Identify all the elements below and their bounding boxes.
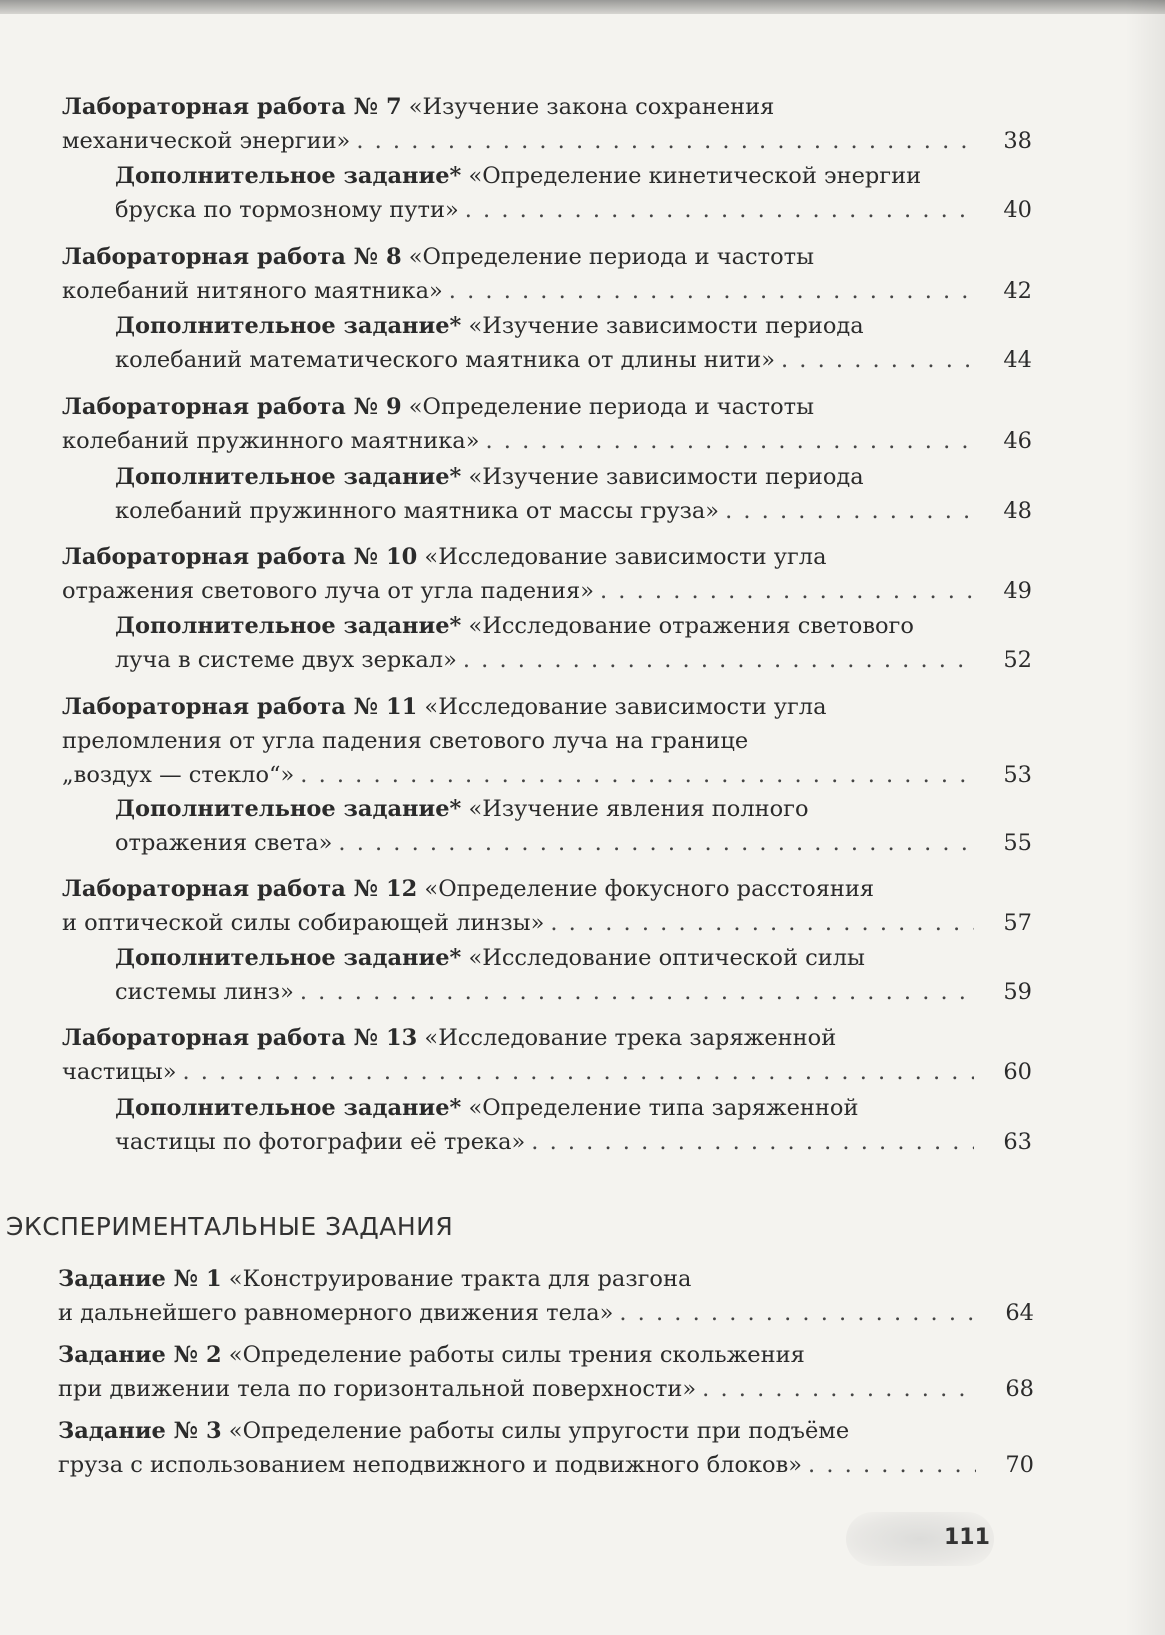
dot-leader [600,574,974,608]
page-ref: 44 [1003,347,1032,373]
toc-entry: Лабораторная работа № 9 «Определение периода и частоты колебаний пружинного маятника» . . . 46 [62,390,1032,458]
dot-leader [465,193,974,227]
toc-subentry: Дополнительное задание* «Определение кинетической энергии бруска по тормозному пути» . . . 40 [115,159,1032,227]
dot-leader [300,758,974,792]
page-ref: 40 [1003,197,1032,223]
dot-leader [619,1296,976,1330]
toc-subentry: Дополнительное задание* «Изучение зависимости периода колебаний математического маятника от длины нити» . . . 44 [115,309,1032,377]
toc-entry: Лабораторная работа № 7 «Изучение закона сохранения механической энергии» . . . 38 [62,90,1032,158]
toc-subentry: Дополнительное задание* «Изучение зависимости периода колебаний пружинного маятника от массы груза» . . . 48 [115,460,1032,528]
page-top-edge [0,0,1165,14]
toc-entry: Лабораторная работа № 10 «Исследование зависимости угла отражения светового луча от угла падения» . . . 49 [62,540,1032,608]
dot-leader [356,124,974,158]
page-ref: 64 [1005,1300,1034,1326]
dot-leader [808,1448,976,1482]
page-ref: 57 [1003,910,1032,936]
toc-subentry: Дополнительное задание* «Изучение явления полного отражения света» . . . 55 [115,792,1032,860]
page-ref: 68 [1005,1376,1034,1402]
dot-leader [182,1055,974,1089]
toc-entry: Лабораторная работа № 12 «Определение фокусного расстояния и оптической силы собирающей линзы» . . . 57 [62,872,1032,940]
dot-leader [300,975,974,1009]
dot-leader [725,494,974,528]
toc-entry: Лабораторная работа № 8 «Определение периода и частоты колебаний нитяного маятника» . . . 42 [62,240,1032,308]
toc-task-entry: Задание № 2 «Определение работы силы трения скольжения при движении тела по горизонтальной поверхности» . . . 68 [58,1338,1034,1406]
page-ref: 52 [1003,647,1032,673]
page-ref: 46 [1003,428,1032,454]
page-ref: 42 [1003,278,1032,304]
dot-leader [781,343,974,377]
page-gutter-shade [1125,0,1165,1635]
dot-leader [463,643,974,677]
dot-leader [338,826,974,860]
toc-entry: Лабораторная работа № 13 «Исследование трека заряженной частицы» . . . 60 [62,1021,1032,1089]
dot-leader [550,906,974,940]
page-ref: 63 [1003,1129,1032,1155]
page-ref: 38 [1003,128,1032,154]
page-number: 111 [944,1525,990,1550]
page-ref: 55 [1003,830,1032,856]
page-ref: 53 [1003,762,1032,788]
toc-task-entry: Задание № 1 «Конструирование тракта для разгона и дальнейшего равномерного движения тела» . . . 64 [58,1262,1034,1330]
toc-task-entry: Задание № 3 «Определение работы силы упругости при подъёме груза с использованием неподвижного и подвижного блоков» . . . 70 [58,1414,1034,1482]
page-ref: 48 [1003,498,1032,524]
dot-leader [702,1372,976,1406]
page-ref: 59 [1003,979,1032,1005]
toc-subentry: Дополнительное задание* «Исследование отражения светового луча в системе двух зеркал» . . . 52 [115,609,1032,677]
page-ref: 49 [1003,578,1032,604]
page-number-badge [846,1512,994,1566]
toc-subentry: Дополнительное задание* «Определение типа заряженной частицы по фотографии её трека» . . . 63 [115,1091,1032,1159]
page-ref: 70 [1005,1452,1034,1478]
dot-leader [485,424,974,458]
toc-entry: Лабораторная работа № 11 «Исследование зависимости угла преломления от угла падения светового луча на границе „воздух — стекло“» . . . 53 [62,690,1032,792]
dot-leader [449,274,974,308]
section-title: ЭКСПЕРИМЕНТАЛЬНЫЕ ЗАДАНИЯ [6,1212,454,1241]
page-ref: 60 [1003,1059,1032,1085]
toc-subentry: Дополнительное задание* «Исследование оптической силы системы линз» . . . 59 [115,941,1032,1009]
dot-leader [531,1125,974,1159]
